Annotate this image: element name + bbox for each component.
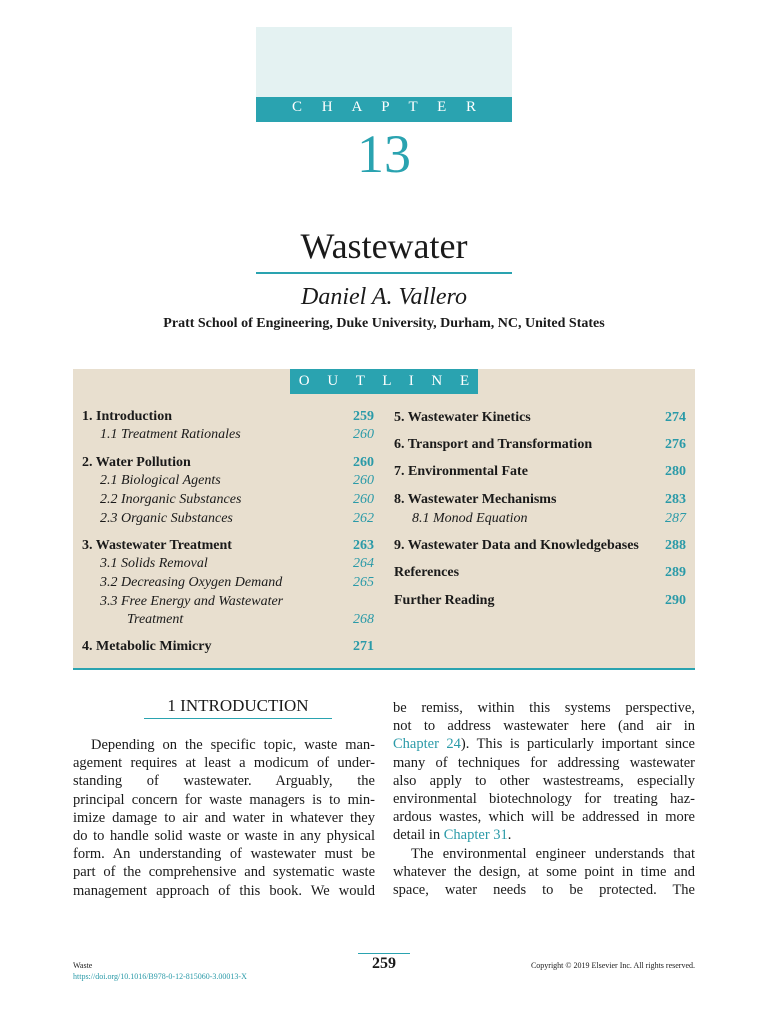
toc-label: 8. Wastewater Mechanisms xyxy=(394,492,557,507)
toc-label: 2.1 Biological Agents xyxy=(100,473,221,488)
toc-page[interactable]: 287 xyxy=(665,511,686,526)
toc-label: Treatment xyxy=(127,612,184,627)
chapter-title: Wastewater xyxy=(300,226,468,266)
page-number: 259 xyxy=(372,955,396,972)
text-line: environmental biotechnology for treating haz- xyxy=(393,790,695,807)
text-line: standing of wastewater. Arguably, the xyxy=(73,773,375,790)
toc-label: Further Reading xyxy=(394,593,495,608)
copyright: Copyright © 2019 Elsevier Inc. All rights reserved. xyxy=(530,961,695,970)
toc-page[interactable]: 283 xyxy=(665,492,686,507)
text-line: The environmental engineer understands that xyxy=(411,845,695,862)
toc-label: 3.1 Solids Removal xyxy=(100,556,208,571)
toc-label: 3. Wastewater Treatment xyxy=(82,538,232,553)
author-name: Daniel A. Vallero xyxy=(301,284,467,310)
text-line: many of techniques for addressing wastewater xyxy=(393,754,695,771)
toc-label: References xyxy=(394,565,460,580)
text-line: management approach of this book. We would xyxy=(73,882,375,899)
toc-label: 3.3 Free Energy and Wastewater xyxy=(100,594,284,609)
chapter-box xyxy=(256,27,512,97)
toc-page[interactable]: 262 xyxy=(353,511,374,526)
toc-label: 6. Transport and Transformation xyxy=(394,437,593,452)
toc-label: 2. Water Pollution xyxy=(82,455,191,470)
text-line: space, water needs to be protected. The xyxy=(393,881,695,898)
toc-page[interactable]: 276 xyxy=(665,437,686,452)
text-line: principal concern for waste managers is to min- xyxy=(73,791,375,808)
toc-page[interactable]: 263 xyxy=(353,538,374,553)
section-rule xyxy=(144,718,332,719)
toc-label: 5. Wastewater Kinetics xyxy=(394,410,531,425)
toc-label: 2.2 Inorganic Substances xyxy=(100,492,242,507)
toc-label: 7. Environmental Fate xyxy=(394,464,528,479)
toc-page[interactable]: 271 xyxy=(353,639,374,654)
toc-page[interactable]: 274 xyxy=(665,410,686,425)
toc-page[interactable]: 290 xyxy=(665,593,686,608)
toc-label: 9. Wastewater Data and Knowledgebases xyxy=(394,538,639,553)
body-column-right xyxy=(393,699,695,899)
toc-page[interactable]: 265 xyxy=(353,575,374,590)
text-line: whatever the design, at some point in time and xyxy=(393,863,695,880)
toc-page[interactable]: 259 xyxy=(353,409,374,424)
text-line: not to address wastewater here (and air in xyxy=(393,718,695,735)
toc-page[interactable]: 264 xyxy=(353,556,374,571)
author-affiliation: Pratt School of Engineering, Duke University, Durham, NC, United States xyxy=(163,316,605,331)
text-line: detail in Chapter 31. xyxy=(393,827,512,844)
toc-page[interactable]: 260 xyxy=(353,492,374,507)
chapter-label: C H A P T E R xyxy=(291,99,485,115)
footer-rule xyxy=(358,953,410,954)
text-line: do to handle solid waste or waste in any physical xyxy=(73,827,375,844)
toc-label: 2.3 Organic Substances xyxy=(100,511,233,526)
text-line: also apply to other wastestreams, especially xyxy=(393,772,695,789)
text-line: form. An understanding of wastewater must be xyxy=(73,846,375,863)
doi-link[interactable]: https://doi.org/10.1016/B978-0-12-815060-3.00013-X xyxy=(73,972,247,981)
section-heading: 1 INTRODUCTION xyxy=(167,696,309,715)
text-line: ardous wastes, which will be addressed in more xyxy=(393,809,695,826)
text-line: imize damage to air and water in whatever they xyxy=(73,809,375,826)
text-line: part of the comprehensive and systematic waste xyxy=(73,864,375,881)
toc-page[interactable]: 280 xyxy=(665,464,686,479)
toc-label: 3.2 Decreasing Oxygen Demand xyxy=(100,575,283,590)
toc-page[interactable]: 268 xyxy=(353,612,374,627)
outline-label: O U T L I N E xyxy=(290,369,478,394)
toc-label: 8.1 Monod Equation xyxy=(412,511,528,526)
toc-page[interactable]: 260 xyxy=(353,427,374,442)
toc-page[interactable]: 260 xyxy=(353,455,374,470)
chapter-link[interactable]: Chapter 31 xyxy=(443,827,508,844)
toc-page[interactable]: 289 xyxy=(665,565,686,580)
body-column-left xyxy=(73,736,375,900)
text-line: agement requires at least a modicum of under- xyxy=(73,755,375,772)
chapter-link[interactable]: Chapter 24 xyxy=(393,736,461,753)
text-line: be remiss, within this systems perspective, xyxy=(393,700,695,716)
toc-page[interactable]: 288 xyxy=(665,538,686,553)
toc-page[interactable]: 260 xyxy=(353,473,374,488)
toc-label: 1.1 Treatment Rationales xyxy=(100,427,241,442)
text-line: Chapter 24). This is particularly important since xyxy=(393,736,695,753)
toc-label: 4. Metabolic Mimicry xyxy=(82,639,212,654)
title-rule xyxy=(256,272,512,274)
chapter-number: 13 xyxy=(357,124,411,184)
toc-label: 1. Introduction xyxy=(82,409,172,424)
book-title: Waste xyxy=(73,961,93,970)
text-line: Depending on the specific topic, waste man- xyxy=(91,737,375,753)
